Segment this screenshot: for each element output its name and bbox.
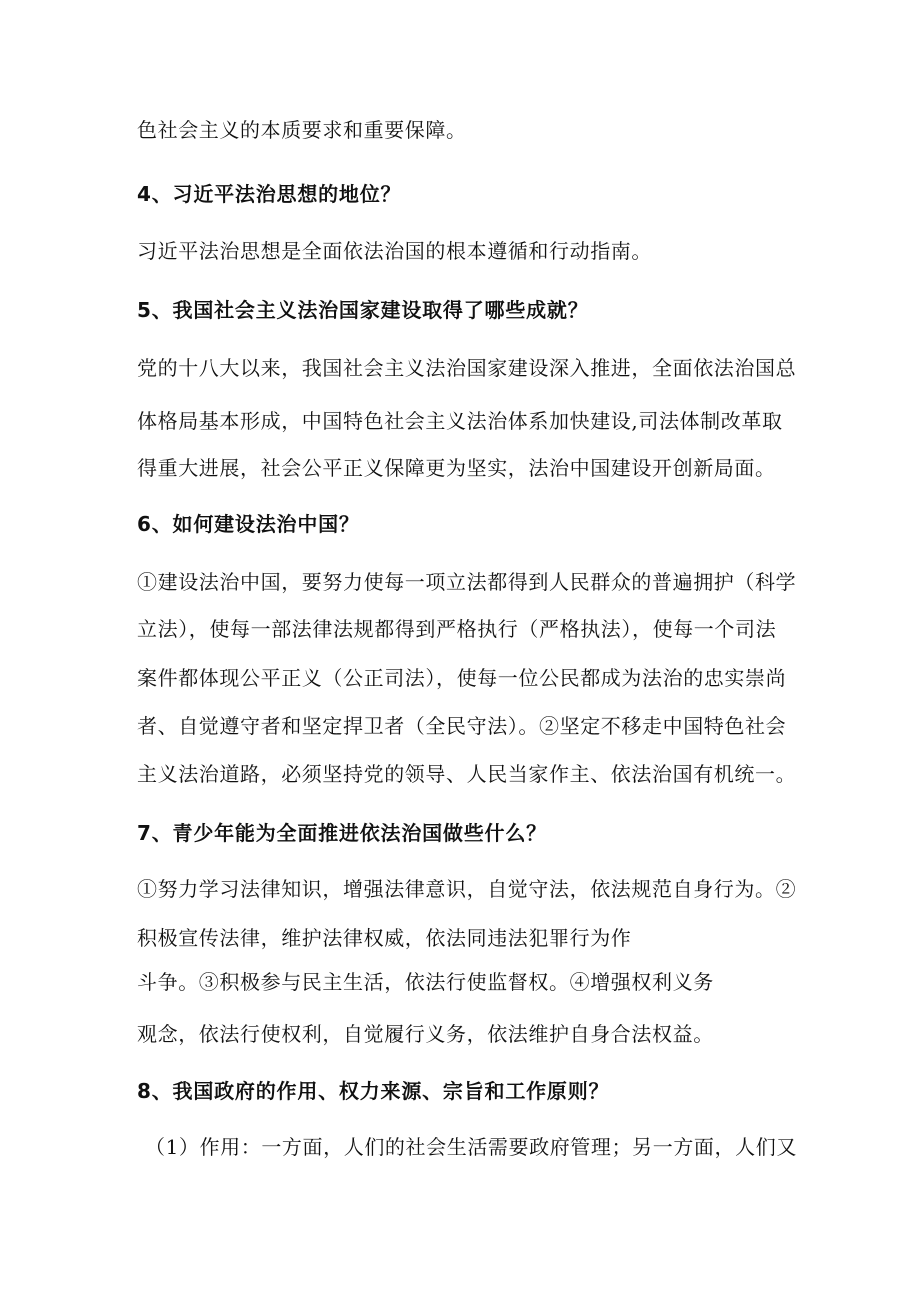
answer-text-line: ①建设法治中国，要努力使每一项立法都得到人民群众的普遍拥护（科学	[137, 570, 797, 594]
question-heading-7: 7、青少年能为全面推进依法治国做些什么？	[137, 821, 547, 845]
answer-text-line: 体格局基本形成，中国特色社会主义法治体系加快建设,司法体制改革取	[137, 409, 783, 433]
answer-text-line: ①努力学习法律知识，增强法律意识，自觉守法，依法规范自身行为。②	[137, 877, 797, 901]
question-heading-8: 8、我国政府的作用、权力来源、宗旨和工作原则？	[137, 1079, 610, 1103]
answer-text-line: 主义法治道路，必须坚持党的领导、人民当家作主、依法治国有机统一。	[137, 762, 797, 786]
answer-text-line: 党的十八大以来，我国社会主义法治国家建设深入推进，全面依法治国总	[137, 356, 797, 380]
question-heading-6: 6、如何建设法治中国？	[137, 512, 360, 536]
answer-text-line: （1）作用：一方面，人们的社会生活需要政府管理；另一方面，人们又	[145, 1135, 797, 1159]
answer-text-line: 积极宣传法律，维护法律权威，依法同违法犯罪行为作	[137, 926, 632, 950]
question-heading-4: 4、习近平法治思想的地位？	[137, 182, 402, 206]
answer-text-line: 者、自觉遵守者和坚定捍卫者（全民守法）。②坚定不移走中国特色社会	[137, 714, 787, 738]
answer-text-line: 观念，依法行使权利，自觉履行义务，依法维护自身合法权益。	[137, 1022, 714, 1046]
answer-text-line: 案件都体现公平正义（公正司法），使每一位公民都成为法治的忠实崇尚	[137, 666, 787, 690]
answer-text-line: 立法），使每一部法律法规都得到严格执行（严格执法），使每一个司法	[137, 617, 777, 641]
question-heading-5: 5、我国社会主义法治国家建设取得了哪些成就？	[137, 298, 589, 322]
body-text-line: 色社会主义的本质要求和重要保障。	[137, 118, 467, 142]
answer-text-line: 习近平法治思想是全面依法治国的根本遵循和行动指南。	[137, 239, 652, 263]
answer-text-line: 斗争。③积极参与民主生活，依法行使监督权。④增强权利义务	[137, 970, 714, 994]
answer-text-line: 得重大进展，社会公平正义保障更为坚实，法治中国建设开创新局面。	[137, 456, 776, 480]
